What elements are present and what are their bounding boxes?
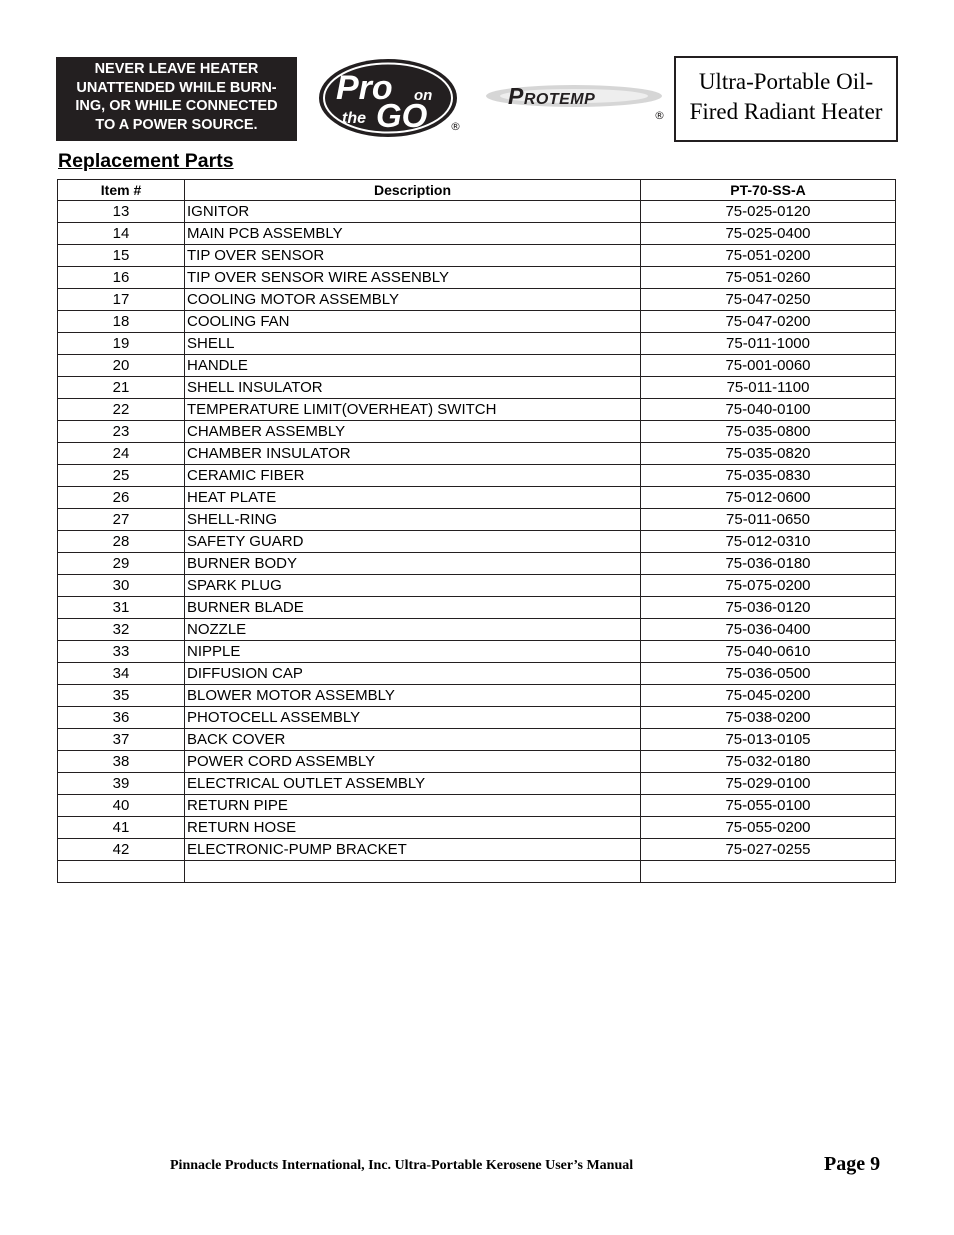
description-cell: CHAMBER ASSEMBLY xyxy=(185,421,641,443)
part-number-cell: 75-036-0500 xyxy=(641,663,896,685)
item-number-cell: 26 xyxy=(58,487,185,509)
logo-protemp-text: Protemp xyxy=(508,83,596,109)
part-number-cell: 75-045-0200 xyxy=(641,685,896,707)
item-number-cell: 28 xyxy=(58,531,185,553)
table-row xyxy=(58,443,896,465)
table-row xyxy=(58,531,896,553)
part-number-cell: 75-032-0180 xyxy=(641,751,896,773)
item-number-cell xyxy=(58,861,185,883)
description-cell: SHELL xyxy=(185,333,641,355)
table-row xyxy=(58,707,896,729)
part-number-cell: 75-051-0260 xyxy=(641,267,896,289)
item-number-cell: 29 xyxy=(58,553,185,575)
description-cell: TIP OVER SENSOR WIRE ASSENBLY xyxy=(185,267,641,289)
table-row xyxy=(58,641,896,663)
item-number-cell: 37 xyxy=(58,729,185,751)
item-number-cell: 35 xyxy=(58,685,185,707)
item-number-cell: 21 xyxy=(58,377,185,399)
item-number-cell: 20 xyxy=(58,355,185,377)
protemp-logo xyxy=(484,76,670,126)
part-number-cell: 75-035-0830 xyxy=(641,465,896,487)
item-number-cell: 18 xyxy=(58,311,185,333)
item-number-cell: 40 xyxy=(58,795,185,817)
item-number-cell: 23 xyxy=(58,421,185,443)
item-number-cell: 39 xyxy=(58,773,185,795)
table-row xyxy=(58,223,896,245)
part-number-cell: 75-047-0200 xyxy=(641,311,896,333)
item-number-cell: 41 xyxy=(58,817,185,839)
description-cell: NOZZLE xyxy=(185,619,641,641)
title-line: Ultra-Portable Oil- xyxy=(698,69,874,94)
table-row xyxy=(58,773,896,795)
part-number-cell: 75-040-0610 xyxy=(641,641,896,663)
section-title: Replacement Parts xyxy=(58,150,234,172)
warning-line: TO A POWER SOURCE. xyxy=(95,116,258,133)
description-cell: BURNER BLADE xyxy=(185,597,641,619)
table-row xyxy=(58,751,896,773)
table-row xyxy=(58,245,896,267)
description-cell: SAFETY GUARD xyxy=(185,531,641,553)
description-cell: COOLING MOTOR ASSEMBLY xyxy=(185,289,641,311)
description-cell: DIFFUSION CAP xyxy=(185,663,641,685)
registered-mark-icon: ® xyxy=(450,120,461,133)
logo-go-text: GO xyxy=(376,97,428,134)
description-cell: TEMPERATURE LIMIT(OVERHEAT) SWITCH xyxy=(185,399,641,421)
table-row xyxy=(58,377,896,399)
part-number-cell: 75-036-0180 xyxy=(641,553,896,575)
table-row xyxy=(58,553,896,575)
item-number-cell: 32 xyxy=(58,619,185,641)
column-header-part-number: PT-70-SS-A xyxy=(641,180,896,201)
column-header-item: Item # xyxy=(58,180,185,201)
item-number-cell: 17 xyxy=(58,289,185,311)
part-number-cell: 75-040-0100 xyxy=(641,399,896,421)
item-number-cell: 13 xyxy=(58,201,185,223)
part-number-cell: 75-027-0255 xyxy=(641,839,896,861)
warning-line: UNATTENDED WHILE BURN- xyxy=(76,79,277,96)
column-header-description: Description xyxy=(185,180,641,201)
description-cell: ELECTRICAL OUTLET ASSEMBLY xyxy=(185,773,641,795)
item-number-cell: 25 xyxy=(58,465,185,487)
description-cell: BLOWER MOTOR ASSEMBLY xyxy=(185,685,641,707)
description-cell: SPARK PLUG xyxy=(185,575,641,597)
part-number-cell: 75-051-0200 xyxy=(641,245,896,267)
table-body xyxy=(58,201,896,883)
description-cell: MAIN PCB ASSEMBLY xyxy=(185,223,641,245)
part-number-cell: 75-035-0820 xyxy=(641,443,896,465)
description-cell xyxy=(185,861,641,883)
table-row xyxy=(58,509,896,531)
description-cell: COOLING FAN xyxy=(185,311,641,333)
description-cell: SHELL INSULATOR xyxy=(185,377,641,399)
part-number-cell: 75-035-0800 xyxy=(641,421,896,443)
item-number-cell: 33 xyxy=(58,641,185,663)
description-cell: BACK COVER xyxy=(185,729,641,751)
description-cell: PHOTOCELL ASSEMBLY xyxy=(185,707,641,729)
description-cell: HEAT PLATE xyxy=(185,487,641,509)
item-number-cell: 19 xyxy=(58,333,185,355)
table-row xyxy=(58,311,896,333)
table-row xyxy=(58,399,896,421)
part-number-cell: 75-036-0400 xyxy=(641,619,896,641)
item-number-cell: 27 xyxy=(58,509,185,531)
table-row xyxy=(58,861,896,883)
item-number-cell: 30 xyxy=(58,575,185,597)
replacement-parts-table xyxy=(57,179,896,883)
warning-box xyxy=(56,57,297,141)
warning-line: NEVER LEAVE HEATER xyxy=(94,61,259,77)
part-number-cell: 75-011-1100 xyxy=(641,377,896,399)
logo-on-text: on xyxy=(414,87,433,104)
table-row xyxy=(58,795,896,817)
registered-mark-icon: ® xyxy=(654,109,665,122)
item-number-cell: 42 xyxy=(58,839,185,861)
part-number-cell: 75-055-0200 xyxy=(641,817,896,839)
table-row xyxy=(58,685,896,707)
part-number-cell: 75-012-0310 xyxy=(641,531,896,553)
description-cell: ELECTRONIC-PUMP BRACKET xyxy=(185,839,641,861)
table-row xyxy=(58,597,896,619)
part-number-cell: 75-013-0105 xyxy=(641,729,896,751)
description-cell: RETURN PIPE xyxy=(185,795,641,817)
part-number-cell: 75-075-0200 xyxy=(641,575,896,597)
table-row xyxy=(58,575,896,597)
part-number-cell xyxy=(641,861,896,883)
table-row xyxy=(58,333,896,355)
warning-line: ING, OR WHILE CONNECTED xyxy=(75,98,278,114)
part-number-cell: 75-025-0120 xyxy=(641,201,896,223)
table-row xyxy=(58,487,896,509)
part-number-cell: 75-001-0060 xyxy=(641,355,896,377)
table-row xyxy=(58,729,896,751)
item-number-cell: 31 xyxy=(58,597,185,619)
footer-text: Pinnacle Products International, Inc. Ultra-Portable Kerosene User’s Manual xyxy=(170,1158,634,1173)
part-number-cell: 75-025-0400 xyxy=(641,223,896,245)
title-line: Fired Radiant Heater xyxy=(689,99,883,124)
description-cell: IGNITOR xyxy=(185,201,641,223)
logo-the-text: the xyxy=(342,110,366,127)
description-cell: SHELL-RING xyxy=(185,509,641,531)
document-title-box xyxy=(674,56,898,142)
item-number-cell: 36 xyxy=(58,707,185,729)
pro-on-the-go-logo xyxy=(318,58,466,140)
description-cell: HANDLE xyxy=(185,355,641,377)
part-number-cell: 75-011-1000 xyxy=(641,333,896,355)
item-number-cell: 14 xyxy=(58,223,185,245)
description-cell: POWER CORD ASSEMBLY xyxy=(185,751,641,773)
item-number-cell: 16 xyxy=(58,267,185,289)
part-number-cell: 75-055-0100 xyxy=(641,795,896,817)
table-row xyxy=(58,465,896,487)
part-number-cell: 75-047-0250 xyxy=(641,289,896,311)
page-number: Page 9 xyxy=(824,1153,881,1175)
table-row xyxy=(58,201,896,223)
item-number-cell: 22 xyxy=(58,399,185,421)
part-number-cell: 75-036-0120 xyxy=(641,597,896,619)
part-number-cell: 75-029-0100 xyxy=(641,773,896,795)
description-cell: BURNER BODY xyxy=(185,553,641,575)
table-row xyxy=(58,267,896,289)
description-cell: CERAMIC FIBER xyxy=(185,465,641,487)
logo-pro-text: Pro xyxy=(336,69,393,107)
description-cell: CHAMBER INSULATOR xyxy=(185,443,641,465)
item-number-cell: 38 xyxy=(58,751,185,773)
item-number-cell: 34 xyxy=(58,663,185,685)
item-number-cell: 24 xyxy=(58,443,185,465)
part-number-cell: 75-011-0650 xyxy=(641,509,896,531)
part-number-cell: 75-038-0200 xyxy=(641,707,896,729)
table-row xyxy=(58,839,896,861)
item-number-cell: 15 xyxy=(58,245,185,267)
table-row xyxy=(58,619,896,641)
table-row xyxy=(58,663,896,685)
table-row xyxy=(58,817,896,839)
description-cell: RETURN HOSE xyxy=(185,817,641,839)
part-number-cell: 75-012-0600 xyxy=(641,487,896,509)
table-header-row xyxy=(58,180,896,201)
table-row xyxy=(58,355,896,377)
description-cell: NIPPLE xyxy=(185,641,641,663)
description-cell: TIP OVER SENSOR xyxy=(185,245,641,267)
table-row xyxy=(58,421,896,443)
table-row xyxy=(58,289,896,311)
